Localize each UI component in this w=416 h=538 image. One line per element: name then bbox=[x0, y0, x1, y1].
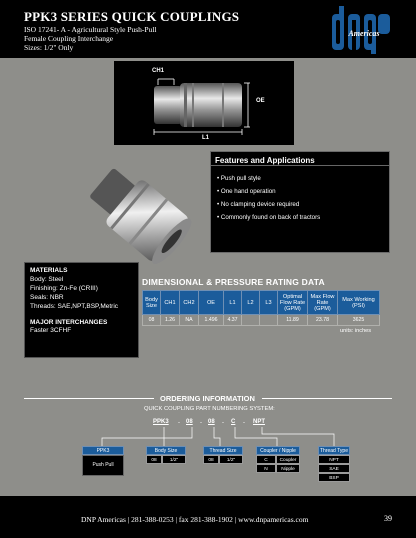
body-size-header: Body Size bbox=[146, 446, 186, 455]
part-separator: - bbox=[222, 420, 224, 426]
materials-heading: MATERIALS bbox=[30, 267, 68, 274]
feature-item: • Push pull style bbox=[217, 175, 261, 182]
series-value: Push Pull bbox=[92, 462, 114, 468]
part-separator: - bbox=[200, 420, 202, 426]
part-segment-coupler-nipple: C bbox=[231, 419, 236, 425]
units-note: units: inches bbox=[340, 328, 372, 334]
header-subtitle-interchange: Female Coupling Interchange bbox=[24, 34, 114, 43]
ch1-label: CH1 bbox=[152, 68, 165, 74]
coupling-dimension-photo bbox=[114, 61, 294, 145]
interchanges-heading: MAJOR INTERCHANGES bbox=[30, 319, 108, 326]
divider bbox=[262, 398, 392, 399]
oe-label: OE bbox=[256, 98, 265, 104]
dimensional-table bbox=[142, 290, 380, 326]
series-box bbox=[82, 455, 124, 476]
table-cell: 08 bbox=[143, 315, 161, 326]
table-cell: 1.26 bbox=[161, 315, 180, 326]
feature-item: • Commonly found on back of tractors bbox=[217, 214, 321, 221]
l1-label: L1 bbox=[202, 135, 210, 141]
part-separator: - bbox=[178, 420, 180, 426]
col-header: Body Size bbox=[143, 291, 161, 315]
table-cell: NA bbox=[180, 315, 199, 326]
features-list bbox=[211, 166, 389, 224]
ordering-title: ORDERING INFORMATION bbox=[160, 394, 255, 403]
table-cell: 1.496 bbox=[199, 315, 224, 326]
materials-panel bbox=[24, 262, 139, 358]
material-seals: Seals: NBR bbox=[30, 294, 64, 301]
feature-item: • One hand operation bbox=[217, 188, 276, 195]
features-title: Features and Applications bbox=[211, 152, 389, 166]
nipple-label: Nipple bbox=[276, 464, 300, 473]
page-number: 39 bbox=[384, 514, 392, 523]
thread-type-option: SAE bbox=[318, 464, 350, 473]
divider bbox=[24, 398, 154, 399]
series-header: PPK3 bbox=[82, 446, 124, 455]
table-cell bbox=[242, 315, 260, 326]
page-header bbox=[0, 0, 416, 58]
table-cell: 3625 bbox=[338, 315, 380, 326]
nipple-code: N bbox=[256, 464, 276, 473]
col-header: CH2 bbox=[180, 291, 199, 315]
col-header: OE bbox=[199, 291, 224, 315]
thread-type-header: Thread Type bbox=[318, 446, 350, 455]
page-title: PPK3 SERIES QUICK COUPLINGS bbox=[24, 9, 240, 24]
col-header: Optimal Flow Rate (GPM) bbox=[278, 291, 308, 315]
part-separator: - bbox=[243, 420, 245, 426]
col-header: CH1 bbox=[161, 291, 180, 315]
table-cell bbox=[260, 315, 278, 326]
part-segment-series: PPK3 bbox=[153, 419, 169, 425]
col-header: L1 bbox=[224, 291, 242, 315]
dimensional-title: DIMENSIONAL & PRESSURE RATING DATA bbox=[142, 277, 325, 287]
header-subtitle-standard: ISO 17241- A - Agricultural Style Push-Pull bbox=[24, 25, 157, 34]
table-header-row bbox=[143, 291, 380, 315]
feature-item: • No clamping device required bbox=[217, 201, 300, 208]
thread-type-option: BSP bbox=[318, 473, 350, 482]
features-panel bbox=[210, 151, 390, 253]
header-subtitle-sizes: Sizes: 1/2" Only bbox=[24, 43, 74, 52]
body-size-value: 1/2" bbox=[162, 455, 186, 464]
col-header: Max Flow Rate (GPM) bbox=[308, 291, 338, 315]
coupler-code: C bbox=[256, 455, 276, 464]
table-cell: 11.89 bbox=[278, 315, 308, 326]
coupling-angled-photo bbox=[70, 150, 206, 276]
thread-type-option: NPT bbox=[318, 455, 350, 464]
material-body: Body: Steel bbox=[30, 276, 64, 283]
body-size-code: 08 bbox=[146, 455, 162, 464]
material-finishing: Finishing: Zn-Fe (CRIII) bbox=[30, 285, 98, 292]
footer-contact: DNP Americas | 281-388-0253 | fax 281-388-1902 | www.dnpamericas.com bbox=[81, 515, 309, 524]
material-threads: Threads: SAE,NPT,BSP,Metric bbox=[30, 303, 119, 310]
logo-text: Americas bbox=[348, 29, 380, 38]
thread-size-header: Thread Size bbox=[203, 446, 243, 455]
table-row bbox=[143, 315, 380, 326]
table-cell: 4.37 bbox=[224, 315, 242, 326]
coupler-nipple-header: Coupler / Nipple bbox=[256, 446, 300, 455]
part-segment-body-size: 08 bbox=[186, 419, 193, 425]
coupling-side-view-image bbox=[114, 61, 294, 145]
thread-size-code: 08 bbox=[203, 455, 219, 464]
coupler-label: Coupler bbox=[276, 455, 300, 464]
interchange-value: Faster 3CFHF bbox=[30, 327, 72, 334]
dnp-americas-logo bbox=[330, 4, 392, 54]
thread-size-value: 1/2" bbox=[219, 455, 243, 464]
col-header: L3 bbox=[260, 291, 278, 315]
page-footer bbox=[0, 496, 416, 538]
col-header: L2 bbox=[242, 291, 260, 315]
ordering-subtitle: QUICK COUPLING PART NUMBERING SYSTEM: bbox=[144, 406, 275, 412]
part-segment-thread-type: NPT bbox=[253, 419, 265, 425]
part-segment-thread-size: 08 bbox=[208, 419, 215, 425]
table-cell: 23.78 bbox=[308, 315, 338, 326]
col-header: Max Working (PSI) bbox=[338, 291, 380, 315]
